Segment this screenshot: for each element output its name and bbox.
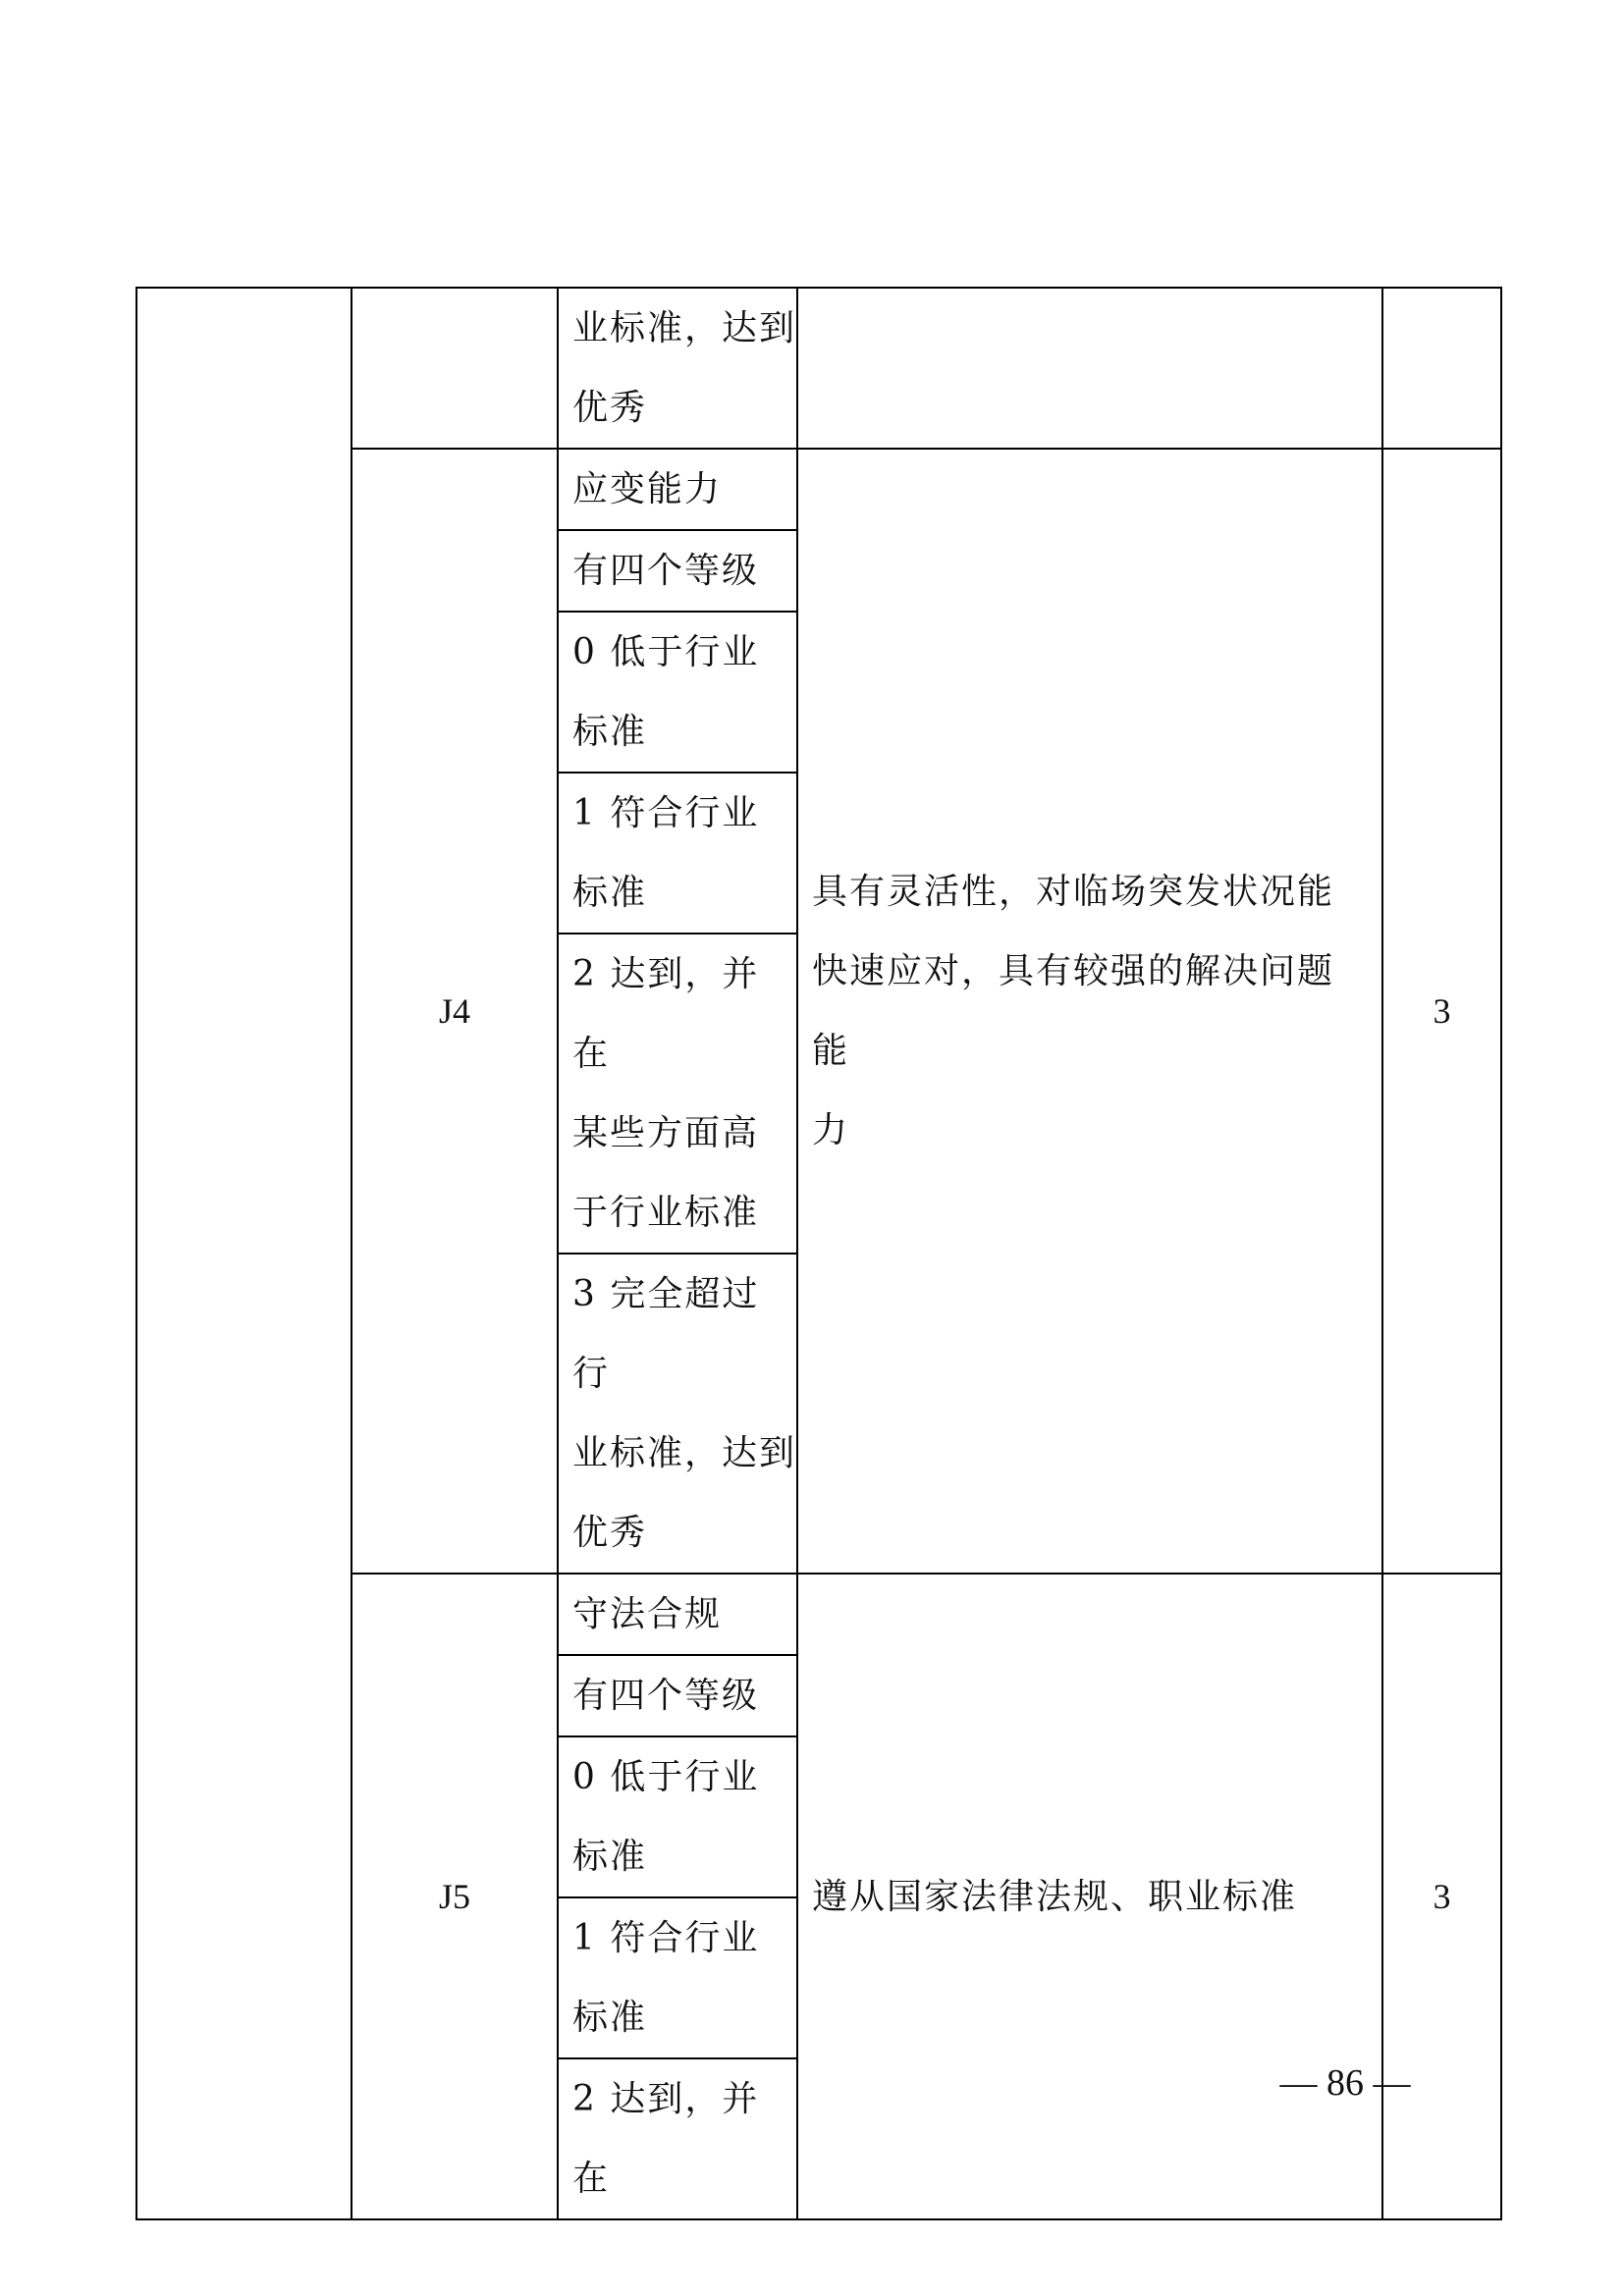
score-cell-empty xyxy=(1382,288,1501,449)
level-cell: 业标准，达到 优秀 xyxy=(558,288,797,449)
code-cell-empty xyxy=(352,288,558,449)
page-number: — 86 — xyxy=(1279,2062,1411,2104)
score-cell-j4: 3 xyxy=(1382,449,1501,1574)
level-cell: 0 低于行业 标准 xyxy=(558,612,797,773)
level-cell: 2 达到，并在 xyxy=(558,2058,797,2219)
level-cell: 有四个等级 xyxy=(558,1655,797,1736)
level-cell: 0 低于行业 标准 xyxy=(558,1736,797,1897)
score-cell-j5: 3 xyxy=(1382,1574,1501,2219)
scoring-table xyxy=(135,287,1502,2220)
item-code-j4: J4 xyxy=(352,449,558,1574)
level-cell: 2 达到，并在 某些方面高 于行业标准 xyxy=(558,934,797,1254)
level-cell: 守法合规 xyxy=(558,1574,797,1655)
level-cell: 有四个等级 xyxy=(558,530,797,612)
description-cell-j4: 具有灵活性，对临场突发状况能 快速应对，具有较强的解决问题能 力 xyxy=(797,449,1382,1574)
description-cell-j5: 遵从国家法律法规、职业标准 xyxy=(797,1574,1382,2219)
level-cell: 3 完全超过行 业标准，达到 优秀 xyxy=(558,1254,797,1574)
level-cell: 1 符合行业 标准 xyxy=(558,1897,797,2058)
category-cell xyxy=(136,288,352,2219)
description-cell-empty xyxy=(797,288,1382,449)
level-cell: 1 符合行业 标准 xyxy=(558,773,797,934)
item-code-j5: J5 xyxy=(352,1574,558,2219)
table-row-continuation xyxy=(136,288,1501,449)
level-cell: 应变能力 xyxy=(558,449,797,530)
